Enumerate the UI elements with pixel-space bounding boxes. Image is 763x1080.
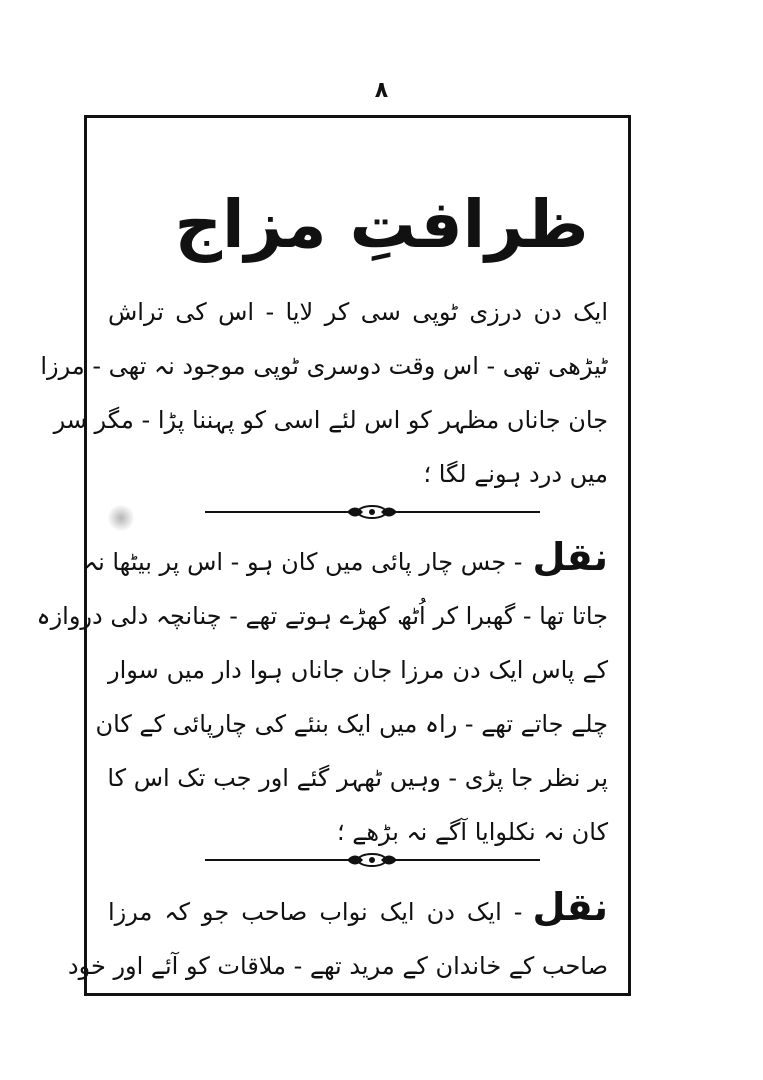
naql-heading: نقل <box>532 535 608 579</box>
divider-ornament-icon <box>205 848 540 872</box>
naql-two-paragraph <box>67 880 608 993</box>
paragraph-line: چلے جاتے تھے - راہ میں ایک بنئے کی چارپائی کے کان <box>95 710 608 738</box>
paragraph-line: کے پاس ایک دن مرزا جان جاناں ہوا دار میں سوار <box>108 656 608 684</box>
paragraph-line: جاتا تھا - گھبرا کر اُٹھ کھڑے ہوتے تھے - چنانچہ دلی دروازہ <box>36 602 608 630</box>
page-title: ظرافتِ مزاج <box>174 186 589 263</box>
ornamental-divider <box>205 848 540 872</box>
paragraph-line <box>108 880 608 939</box>
paragraph-line-text: - جس چار پائی میں کان ہو - اس پر بیٹھا نہ <box>84 548 523 576</box>
naql-heading: نقل <box>532 885 608 929</box>
paragraph-line: پر نظر جا پڑی - وہیں ٹھہر گئے اور جب تک اس کا <box>107 764 608 792</box>
naql-one-paragraph <box>36 530 608 859</box>
paragraph-line <box>84 530 608 589</box>
paragraph-line: جان جاناں مظہر کو اس لئے اسی کو پہننا پڑا - مگر سر <box>53 406 608 434</box>
paragraph-line: صاحب کے خاندان کے مرید تھے - ملاقات کو آئے اور خود <box>67 952 608 980</box>
intro-paragraph <box>40 285 608 501</box>
divider-ornament-icon <box>205 500 540 524</box>
paragraph-line-text: - ایک دن ایک نواب صاحب جو کہ مرزا <box>108 898 523 926</box>
paragraph-line: کان نہ نکلوایا آگے نہ بڑھے ؛ <box>337 818 608 846</box>
paragraph-line: میں درد ہونے لگا ؛ <box>423 460 608 488</box>
paragraph-line: ٹیڑھی تھی - اس وقت دوسری ٹوپی موجود نہ تھی - مرزا <box>40 352 608 380</box>
page-number: ۸ <box>374 78 389 103</box>
scan-speck <box>108 505 134 531</box>
paragraph-line: ایک دن درزی ٹوپی سی کر لایا - اس کی تراش <box>108 298 608 326</box>
ornamental-divider <box>205 500 540 524</box>
